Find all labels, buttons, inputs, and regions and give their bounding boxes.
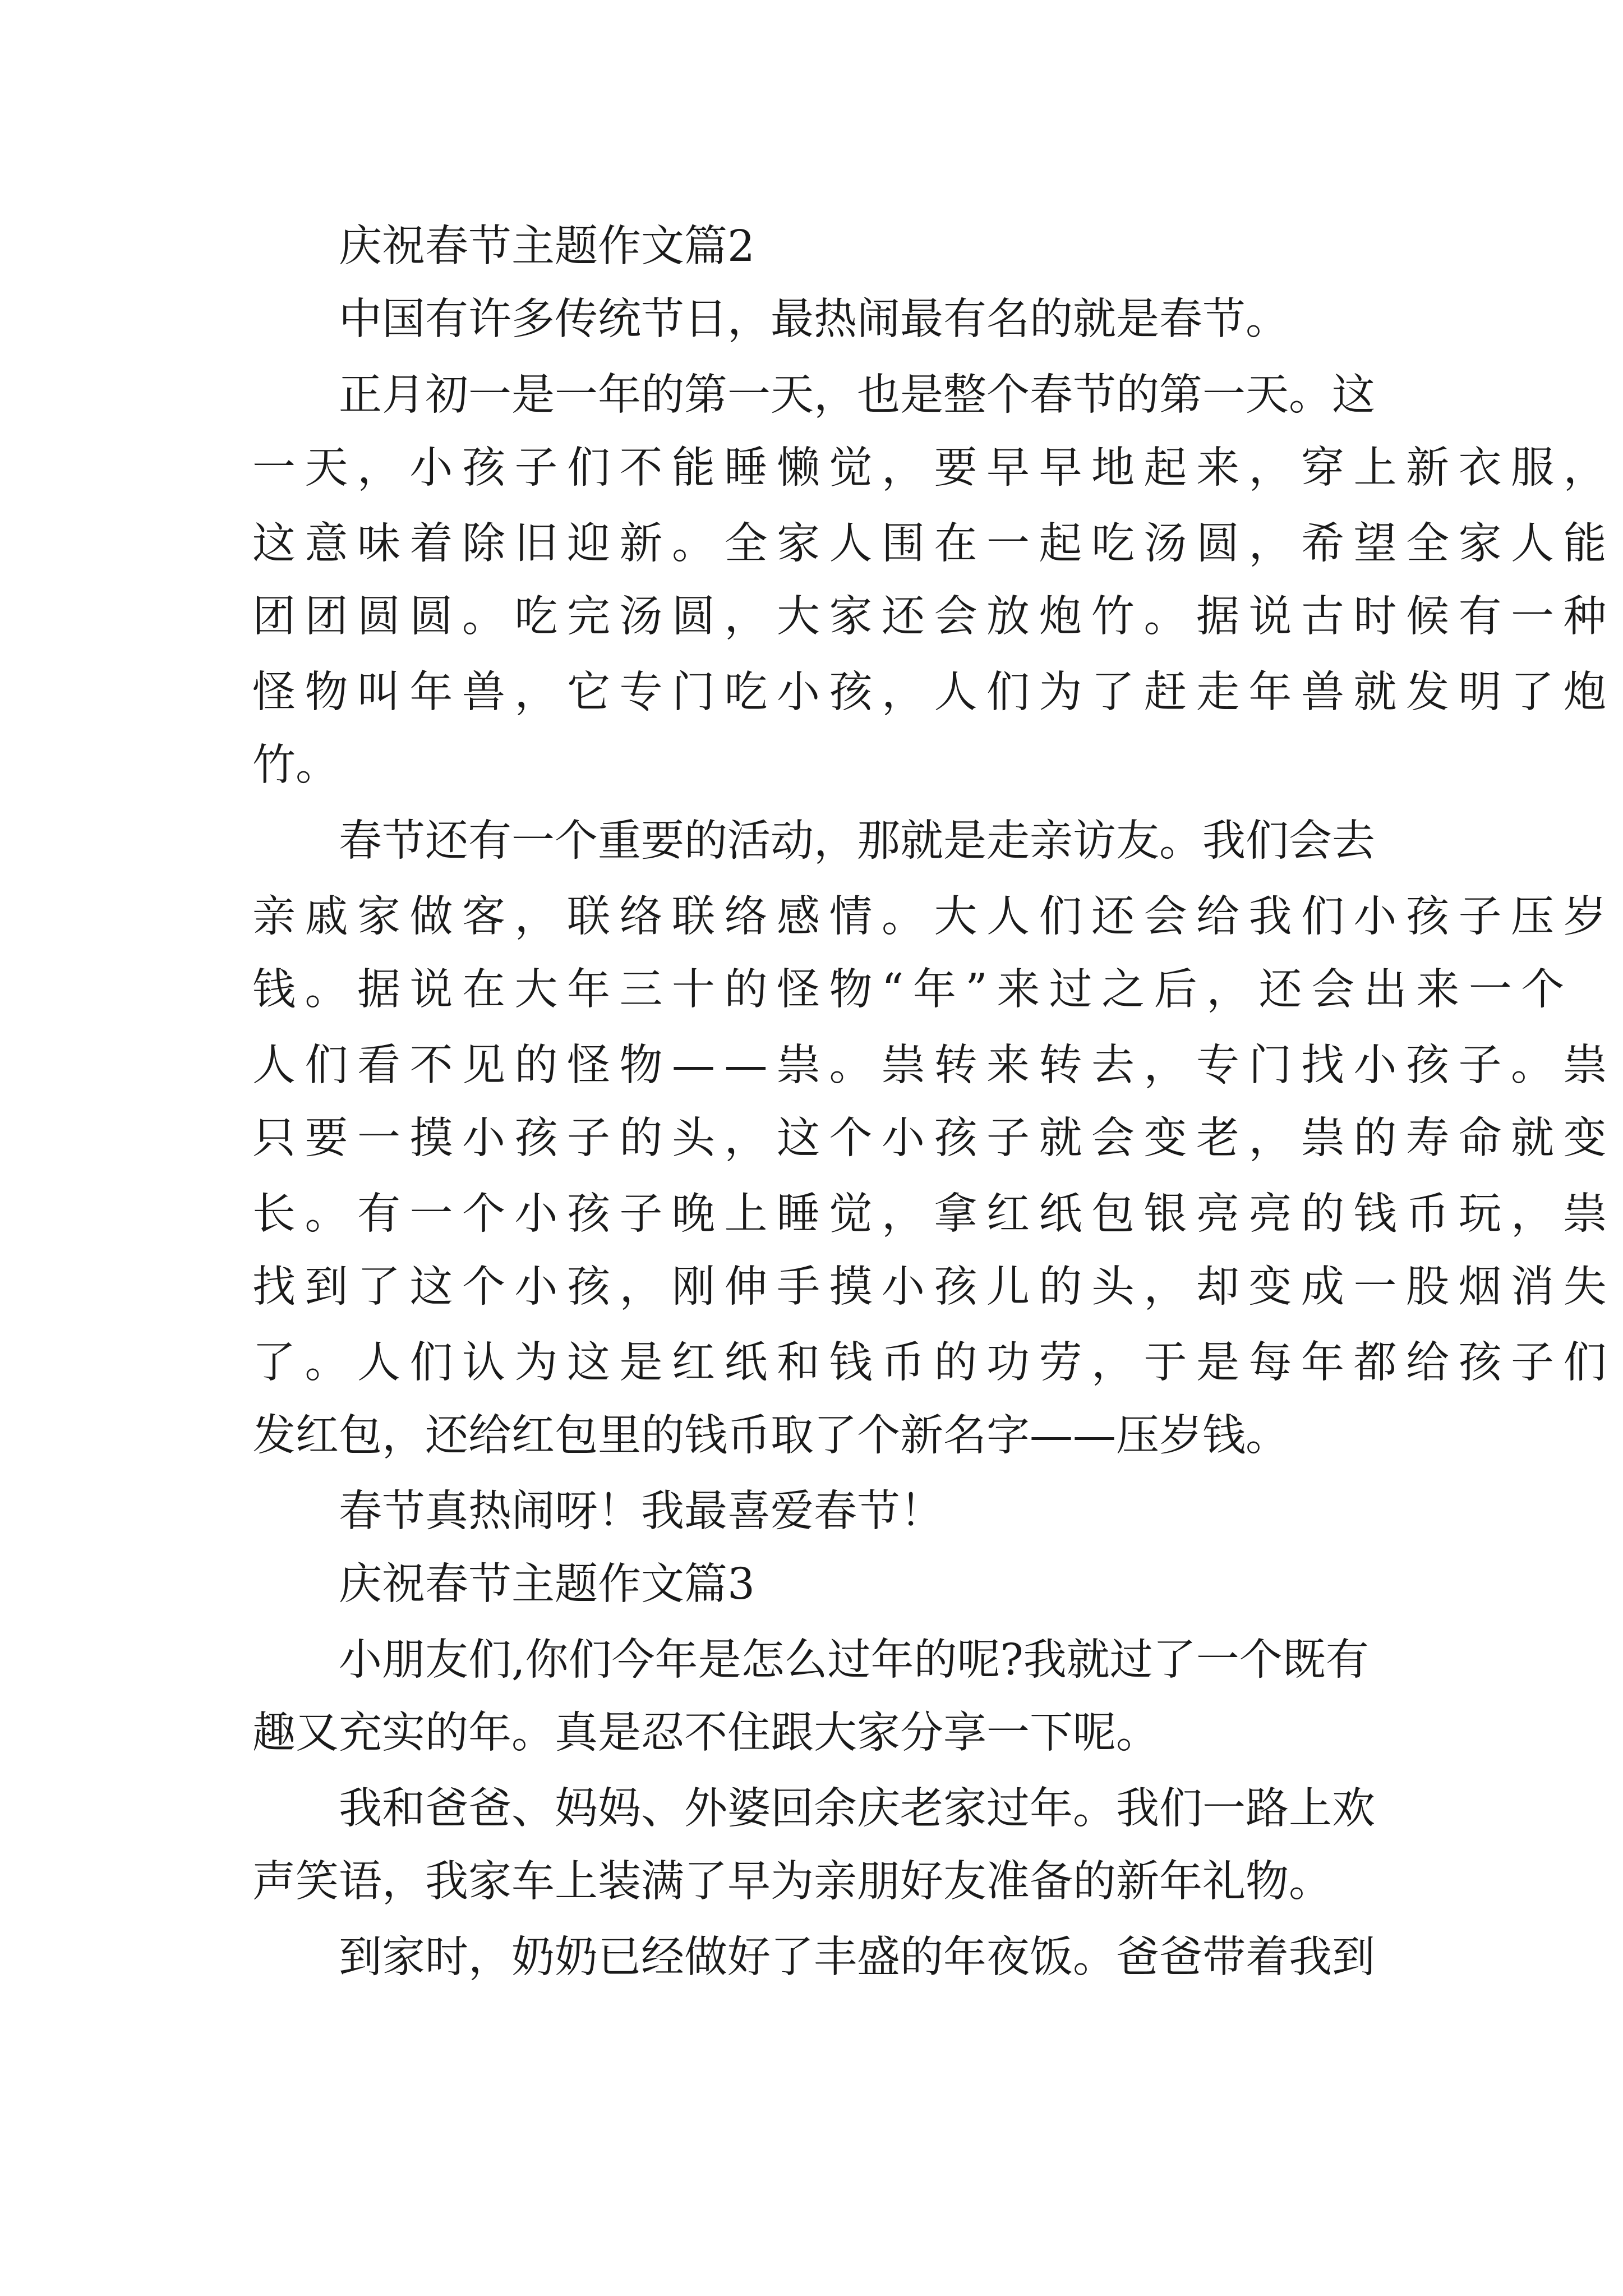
paragraph-line: 竹。	[252, 740, 339, 790]
paragraph-line: 中国有许多传统节日，最热闹最有名的就是春节。	[339, 295, 1289, 344]
paragraph-line: 长。有一个小孩子晚上睡觉，拿红纸包银亮亮的钱币玩，祟	[252, 1189, 1616, 1239]
paragraph-line: 怪物叫年兽，它专门吃小孩，人们为了赶走年兽就发明了炮	[252, 668, 1616, 717]
paragraph-line: 发红包，还给红包里的钱币取了个新名字——压岁钱。	[252, 1411, 1289, 1461]
paragraph-line: 亲戚家做客，联络联络感情。大人们还会给我们小孩子压岁	[252, 892, 1616, 942]
paragraph-line: 找到了这个小孩，刚伸手摸小孩儿的头，却变成一股烟消失	[252, 1262, 1616, 1312]
section-heading: 庆祝春节主题作文篇2	[339, 222, 755, 272]
paragraph-line: 了。人们认为这是红纸和钱币的功劳，于是每年都给孩子们	[252, 1338, 1616, 1388]
paragraph-line: 这意味着除旧迎新。全家人围在一起吃汤圆，希望全家人能	[252, 519, 1616, 569]
paragraph-line: 我和爸爸、妈妈、外婆回余庆老家过年。我们一路上欢	[339, 1784, 1375, 1834]
paragraph-line: 团团圆圆。吃完汤圆，大家还会放炮竹。据说古时候有一种	[252, 592, 1616, 642]
paragraph-line: 小朋友们,你们今年是怎么过年的呢?我就过了一个既有	[339, 1635, 1369, 1685]
paragraph-line: 春节还有一个重要的活动，那就是走亲访友。我们会去	[339, 816, 1375, 866]
section-heading: 庆祝春节主题作文篇3	[339, 1559, 755, 1609]
paragraph-line: 人们看不见的怪物——祟。祟转来转去，专门找小孩子。祟	[252, 1041, 1616, 1091]
paragraph-line: 一天，小孩子们不能睡懒觉，要早早地起来，穿上新衣服，	[252, 443, 1616, 493]
paragraph-line: 正月初一是一年的第一天，也是整个春节的第一天。这	[339, 370, 1375, 420]
paragraph-line: 春节真热闹呀！我最喜爱春节！	[339, 1487, 943, 1536]
paragraph-line: 趣又充实的年。真是忍不住跟大家分享一下呢。	[252, 1708, 1159, 1758]
paragraph-line: 声笑语，我家车上装满了早为亲朋好友准备的新年礼物。	[252, 1857, 1332, 1907]
paragraph-line: 只要一摸小孩子的头，这个小孩子就会变老，祟的寿命就变	[252, 1114, 1616, 1163]
paragraph-line: 钱。据说在大年三十的怪物“年”来过之后，还会出来一个	[252, 965, 1574, 1015]
paragraph-line: 到家时，奶奶已经做好了丰盛的年夜饭。爸爸带着我到	[339, 1932, 1375, 1982]
